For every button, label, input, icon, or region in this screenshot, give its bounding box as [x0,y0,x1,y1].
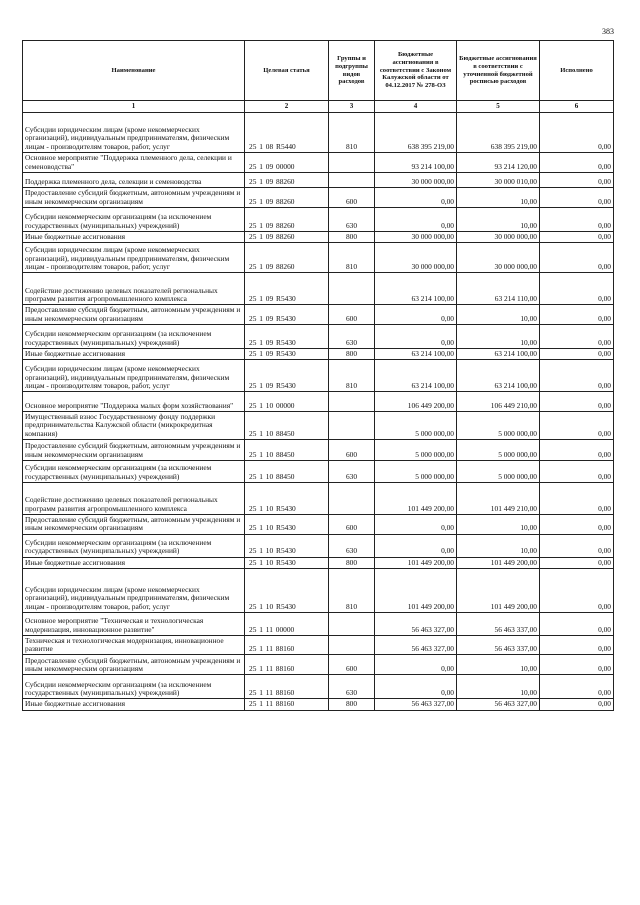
row-expense-group [329,392,375,412]
row-approved-amount: 0,00 [375,305,457,325]
row-name: Субсидии юридическим лицам (кроме некоммерческих организаций), индивидуальным предпринимателям, физическим лицам - производителям товаров, работ, услуг [23,360,245,392]
row-name: Техническая и технологическая модернизация, инновационное развитие [23,635,245,655]
table-row [23,113,614,153]
row-refined-amount: 63 214 100,00 [457,348,540,359]
row-approved-amount: 0,00 [375,188,457,208]
row-approved-amount: 0,00 [375,675,457,699]
table-row [23,675,614,699]
row-approved-amount: 0,00 [375,208,457,232]
row-approved-amount: 101 449 200,00 [375,482,457,514]
row-refined-amount: 30 000 000,00 [457,232,540,243]
row-expense-group [329,412,375,440]
row-target-code: 25 1 10 R5430 [245,568,329,612]
row-refined-amount: 101 449 200,00 [457,568,540,612]
row-approved-amount: 63 214 100,00 [375,348,457,359]
table-row [23,482,614,514]
table-row [23,173,614,188]
row-expense-group: 630 [329,208,375,232]
table-row [23,655,614,675]
table-row [23,188,614,208]
table-row [23,635,614,655]
table-row [23,460,614,482]
row-executed-amount: 0,00 [540,305,614,325]
row-name: Субсидии некоммерческим организациям (за исключением государственных (муниципальных) учреждений) [23,460,245,482]
row-name: Основное мероприятие "Поддержка племенного дела, селекции и семеноводства" [23,153,245,173]
column-number: 2 [245,101,329,113]
row-expense-group: 800 [329,699,375,710]
row-target-code: 25 1 09 R5430 [245,348,329,359]
row-name: Иные бюджетные ассигнования [23,348,245,359]
row-expense-group: 630 [329,675,375,699]
row-name: Основное мероприятие "Техническая и технологическая модернизация, инновационное развитие" [23,612,245,635]
row-target-code: 25 1 09 R5430 [245,360,329,392]
table-row [23,514,614,534]
row-expense-group: 800 [329,557,375,568]
budget-table [22,40,614,711]
row-executed-amount: 0,00 [540,635,614,655]
row-target-code: 25 1 11 88160 [245,655,329,675]
row-expense-group: 630 [329,460,375,482]
row-target-code: 25 1 09 88260 [245,188,329,208]
row-refined-amount: 10,00 [457,655,540,675]
table-row [23,360,614,392]
table-row [23,305,614,325]
row-expense-group: 810 [329,360,375,392]
header-target-article: Целевая статья [245,41,329,101]
row-expense-group: 600 [329,188,375,208]
row-refined-amount: 10,00 [457,305,540,325]
row-approved-amount: 63 214 100,00 [375,273,457,305]
page-number: 383 [602,27,614,36]
row-target-code: 25 1 10 R5430 [245,557,329,568]
row-target-code: 25 1 11 88160 [245,635,329,655]
row-name: Субсидии некоммерческим организациям (за исключением государственных (муниципальных) учреждений) [23,534,245,557]
row-expense-group [329,635,375,655]
row-refined-amount: 638 395 219,00 [457,113,540,153]
row-name: Предоставление субсидий бюджетным, автономным учреждениям и иным некоммерческим организациям [23,188,245,208]
row-approved-amount: 5 000 000,00 [375,439,457,460]
row-name: Предоставление субсидий бюджетным, автономным учреждениям и иным некоммерческим организациям [23,514,245,534]
row-approved-amount: 638 395 219,00 [375,113,457,153]
table-row [23,439,614,460]
row-target-code: 25 1 10 R5430 [245,514,329,534]
row-executed-amount: 0,00 [540,232,614,243]
row-executed-amount: 0,00 [540,699,614,710]
row-executed-amount: 0,00 [540,514,614,534]
table-row [23,324,614,348]
row-approved-amount: 5 000 000,00 [375,412,457,440]
row-target-code: 25 1 11 88160 [245,699,329,710]
row-approved-amount: 56 463 327,00 [375,699,457,710]
row-refined-amount: 5 000 000,00 [457,412,540,440]
row-executed-amount: 0,00 [540,273,614,305]
row-approved-amount: 0,00 [375,514,457,534]
row-executed-amount: 0,00 [540,188,614,208]
row-expense-group [329,173,375,188]
row-expense-group: 800 [329,348,375,359]
row-executed-amount: 0,00 [540,324,614,348]
row-approved-amount: 56 463 327,00 [375,612,457,635]
row-name: Поддержка племенного дела, селекции и семеноводства [23,173,245,188]
table-row [23,243,614,273]
row-refined-amount: 101 449 200,00 [457,557,540,568]
row-expense-group: 810 [329,113,375,153]
row-name: Основное мероприятие "Поддержка малых форм хозяйствования" [23,392,245,412]
row-name: Предоставление субсидий бюджетным, автономным учреждениям и иным некоммерческим организациям [23,655,245,675]
row-executed-amount: 0,00 [540,557,614,568]
column-number: 4 [375,101,457,113]
row-executed-amount: 0,00 [540,460,614,482]
row-expense-group: 630 [329,324,375,348]
row-target-code: 25 1 10 88450 [245,412,329,440]
row-target-code: 25 1 10 R5430 [245,482,329,514]
row-executed-amount: 0,00 [540,348,614,359]
row-expense-group: 600 [329,305,375,325]
table-row [23,612,614,635]
row-refined-amount: 56 463 327,00 [457,699,540,710]
row-name: Содействие достижению целевых показателей региональных программ развития агропромышленного комплекса [23,273,245,305]
row-executed-amount: 0,00 [540,153,614,173]
row-refined-amount: 93 214 120,00 [457,153,540,173]
table-body [23,113,614,711]
row-target-code: 25 1 08 R5440 [245,113,329,153]
table-row [23,699,614,710]
column-number: 3 [329,101,375,113]
row-refined-amount: 10,00 [457,675,540,699]
row-expense-group: 800 [329,232,375,243]
row-approved-amount: 101 449 200,00 [375,557,457,568]
row-refined-amount: 30 000 010,00 [457,173,540,188]
row-approved-amount: 0,00 [375,324,457,348]
table-row [23,412,614,440]
header-name: Наименование [23,41,245,101]
row-expense-group: 600 [329,655,375,675]
row-expense-group: 600 [329,514,375,534]
row-expense-group: 630 [329,534,375,557]
row-expense-group: 810 [329,568,375,612]
row-expense-group: 600 [329,439,375,460]
row-executed-amount: 0,00 [540,412,614,440]
table-row [23,153,614,173]
row-executed-amount: 0,00 [540,568,614,612]
row-approved-amount: 101 449 200,00 [375,568,457,612]
row-target-code: 25 1 09 R5430 [245,324,329,348]
row-target-code: 25 1 10 R5430 [245,534,329,557]
row-executed-amount: 0,00 [540,243,614,273]
row-approved-amount: 93 214 100,00 [375,153,457,173]
row-target-code: 25 1 09 00000 [245,153,329,173]
row-name: Субсидии юридическим лицам (кроме некоммерческих организаций), индивидуальным предпринимателям, физическим лицам - производителям товаров, работ, услуг [23,568,245,612]
table-row [23,232,614,243]
row-executed-amount: 0,00 [540,173,614,188]
row-name: Иные бюджетные ассигнования [23,232,245,243]
row-executed-amount: 0,00 [540,439,614,460]
header-refined-allocations: Бюджетные ассигнования в соответствии с уточненной бюджетной росписью расходов [457,41,540,101]
row-approved-amount: 106 449 200,00 [375,392,457,412]
row-name: Иные бюджетные ассигнования [23,557,245,568]
row-name: Субсидии некоммерческим организациям (за исключением государственных (муниципальных) учреждений) [23,208,245,232]
row-target-code: 25 1 11 88160 [245,675,329,699]
row-name: Субсидии некоммерческим организациям (за исключением государственных (муниципальных) учреждений) [23,324,245,348]
row-refined-amount: 10,00 [457,188,540,208]
row-expense-group [329,482,375,514]
row-refined-amount: 63 214 110,00 [457,273,540,305]
table-header [23,41,614,113]
header-executed: Исполнено [540,41,614,101]
row-name: Иные бюджетные ассигнования [23,699,245,710]
row-name: Предоставление субсидий бюджетным, автономным учреждениям и иным некоммерческим организациям [23,439,245,460]
row-target-code: 25 1 09 88260 [245,208,329,232]
row-refined-amount: 63 214 100,00 [457,360,540,392]
row-expense-group [329,153,375,173]
table-row [23,348,614,359]
row-target-code: 25 1 09 88260 [245,232,329,243]
column-number: 1 [23,101,245,113]
row-executed-amount: 0,00 [540,208,614,232]
row-executed-amount: 0,00 [540,392,614,412]
row-target-code: 25 1 09 88260 [245,243,329,273]
row-target-code: 25 1 10 88450 [245,439,329,460]
row-expense-group [329,273,375,305]
row-executed-amount: 0,00 [540,113,614,153]
row-expense-group [329,612,375,635]
row-refined-amount: 101 449 210,00 [457,482,540,514]
row-executed-amount: 0,00 [540,534,614,557]
row-refined-amount: 30 000 000,00 [457,243,540,273]
row-executed-amount: 0,00 [540,655,614,675]
table-row [23,208,614,232]
row-name: Содействие достижению целевых показателей региональных программ развития агропромышленного комплекса [23,482,245,514]
column-number: 5 [457,101,540,113]
row-name: Имущественный взнос Государственному фонду поддержки предпринимательства Калужской области (микрокредитная компания) [23,412,245,440]
table-row [23,273,614,305]
row-executed-amount: 0,00 [540,675,614,699]
row-refined-amount: 56 463 337,00 [457,635,540,655]
row-refined-amount: 5 000 000,00 [457,439,540,460]
row-name: Субсидии юридическим лицам (кроме некоммерческих организаций), индивидуальным предпринимателям, физическим лицам - производителям товаров, работ, услуг [23,243,245,273]
row-expense-group: 810 [329,243,375,273]
table-row [23,557,614,568]
row-name: Субсидии некоммерческим организациям (за исключением государственных (муниципальных) учреждений) [23,675,245,699]
row-approved-amount: 0,00 [375,655,457,675]
table-row [23,534,614,557]
row-refined-amount: 10,00 [457,514,540,534]
row-executed-amount: 0,00 [540,482,614,514]
row-executed-amount: 0,00 [540,360,614,392]
row-approved-amount: 0,00 [375,534,457,557]
row-refined-amount: 10,00 [457,324,540,348]
header-expense-group: Группы и подгруппы видов расходов [329,41,375,101]
row-target-code: 25 1 09 R5430 [245,273,329,305]
row-approved-amount: 30 000 000,00 [375,173,457,188]
row-target-code: 25 1 09 R5430 [245,305,329,325]
row-refined-amount: 106 449 210,00 [457,392,540,412]
row-name: Субсидии юридическим лицам (кроме некоммерческих организаций), индивидуальным предпринимателям, физическим лицам - производителям товаров, работ, услуг [23,113,245,153]
row-refined-amount: 5 000 000,00 [457,460,540,482]
row-executed-amount: 0,00 [540,612,614,635]
row-approved-amount: 30 000 000,00 [375,232,457,243]
table-row [23,392,614,412]
row-approved-amount: 63 214 100,00 [375,360,457,392]
row-refined-amount: 10,00 [457,534,540,557]
column-number: 6 [540,101,614,113]
row-target-code: 25 1 10 00000 [245,392,329,412]
row-refined-amount: 10,00 [457,208,540,232]
row-name: Предоставление субсидий бюджетным, автономным учреждениям и иным некоммерческим организациям [23,305,245,325]
header-law-allocations: Бюджетные ассигнования в соответствии с Законом Калужской области от 04.12.2017 № 278-ОЗ [375,41,457,101]
row-target-code: 25 1 11 00000 [245,612,329,635]
row-target-code: 25 1 09 88260 [245,173,329,188]
row-target-code: 25 1 10 88450 [245,460,329,482]
row-approved-amount: 56 463 327,00 [375,635,457,655]
row-approved-amount: 5 000 000,00 [375,460,457,482]
row-approved-amount: 30 000 000,00 [375,243,457,273]
table-row [23,568,614,612]
row-refined-amount: 56 463 337,00 [457,612,540,635]
